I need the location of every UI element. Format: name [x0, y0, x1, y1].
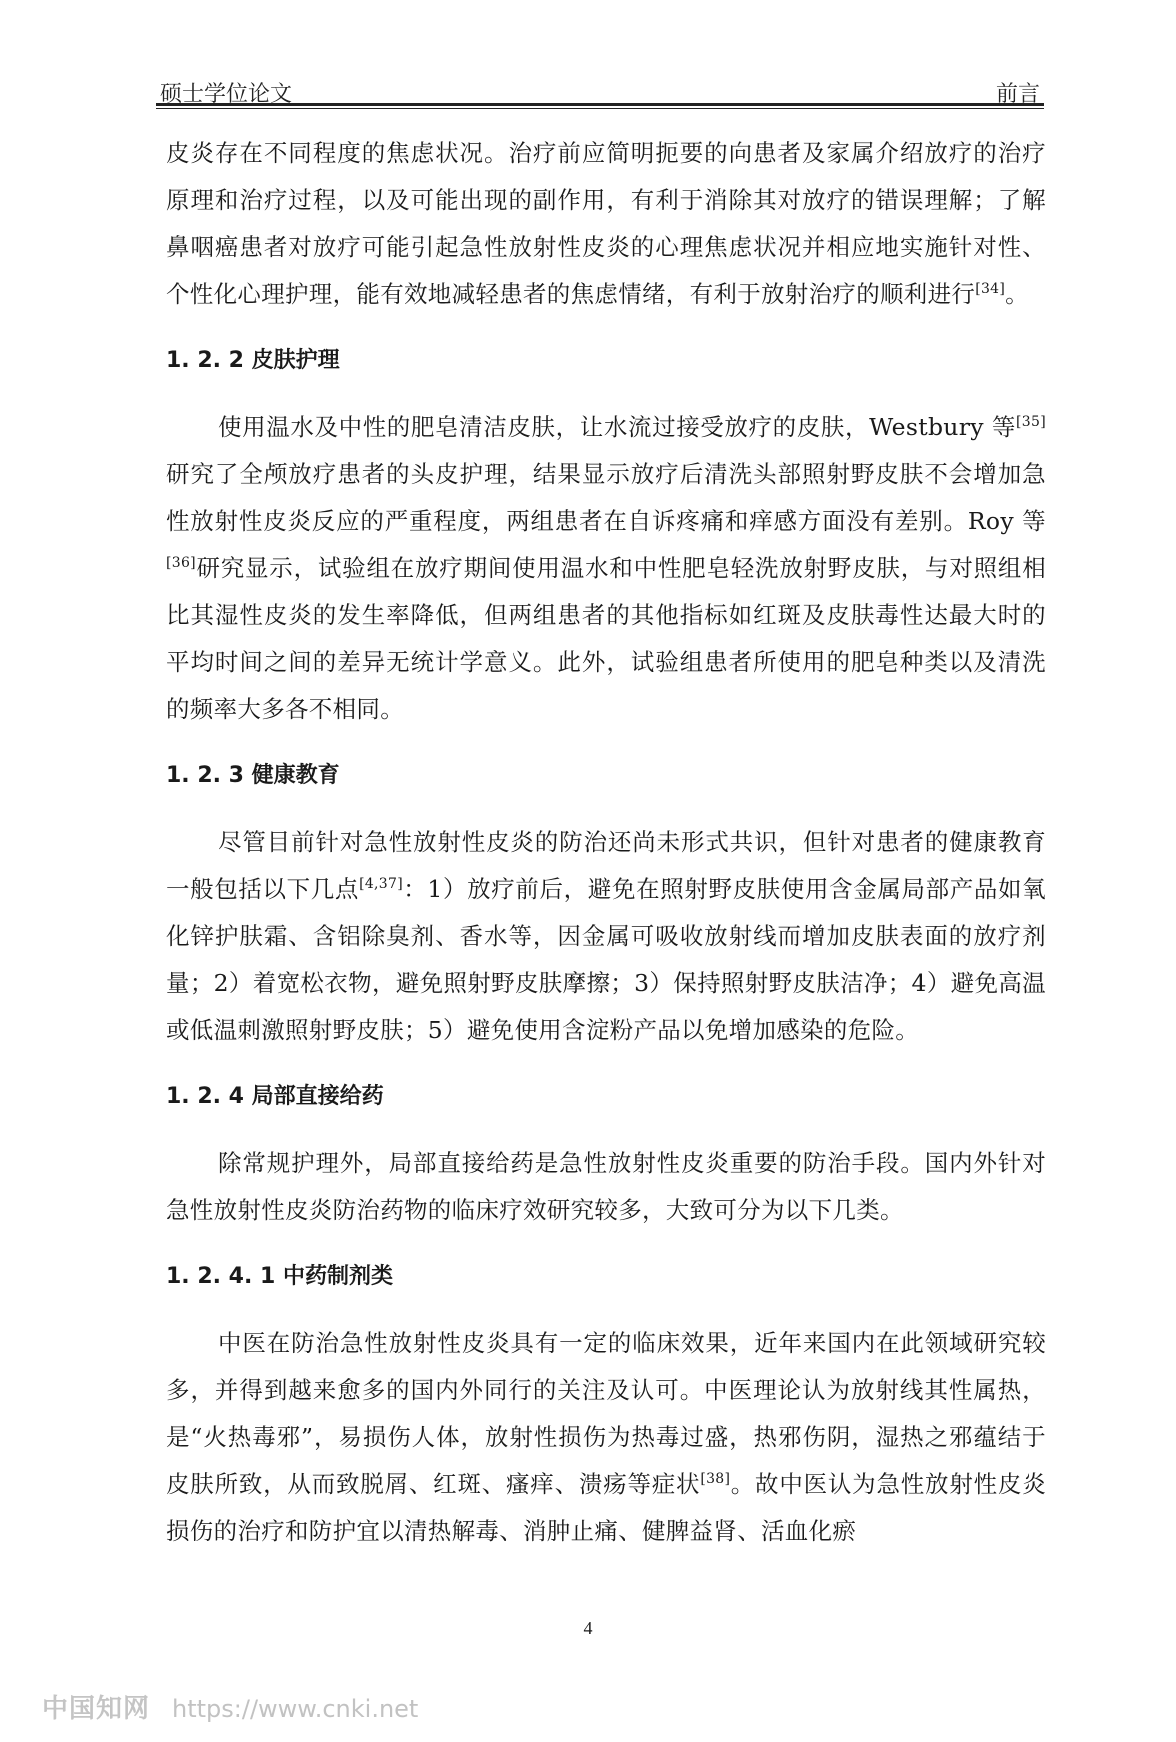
paragraph: [166, 130, 1046, 318]
citation-ref: [34]: [975, 281, 1006, 298]
spacer: [166, 376, 1046, 404]
watermark-brand: 中国知网: [42, 1694, 151, 1724]
body-text: [166, 130, 1046, 1555]
text-run: 。: [1005, 280, 1029, 308]
text-run: 中医在防治急性放射性皮炎具有一定的临床效果，近年来国内在此领域研究较多，并得到越来愈多的国内外同行的关注及认可。中医理论认为放射线其性属热，是“火热毒邪”，易损伤人体，放射性损伤为热毒过盛，热邪伤阴，湿热之邪蕴结于皮肤所致，从而致脱屑、红斑、瘙痒、溃疡等症状: [166, 1329, 1046, 1498]
paragraph: [166, 1320, 1046, 1555]
text-run: ：1）放疗前后，避免在照射野皮肤使用含金属局部产品如氧化锌护肤霜、含铝除臭剂、香水等，因金属可吸收放射线而增加皮肤表面的放疗剂量；2）着宽松衣物，避免照射野皮肤摩擦；3）保持照射野皮肤洁净；4）避免高温或低温刺激照射野皮肤；5）避免使用含淀粉产品以免增加感染的危险。: [166, 875, 1046, 1044]
text-run: 使用温水及中性的肥皂清洁皮肤，让水流过接受放疗的皮肤，Westbury 等: [218, 413, 1017, 441]
section-heading: 1. 2. 3 健康教育: [166, 763, 340, 788]
text-run: 研究显示，试验组在放疗期间使用温水和中性肥皂轻洗放射野皮肤，与对照组相比其湿性皮炎的发生率降低，但两组患者的其他指标如红斑及皮肤毒性达最大时的平均时间之间的差异无统计学意义。此外，试验组患者所使用的肥皂种类以及清洗的频率大多各不相同。: [166, 554, 1046, 723]
text-run: 除常规护理外，局部直接给药是急性放射性皮炎重要的防治手段。国内外针对急性放射性皮炎防治药物的临床疗效研究较多，大致可分为以下几类。: [166, 1149, 1046, 1224]
spacer: [166, 791, 1046, 819]
spacer: [166, 1292, 1046, 1320]
paragraph: [166, 819, 1046, 1054]
header-chapter-title: 前言: [995, 82, 1040, 107]
section-heading: 1. 2. 4. 1 中药制剂类: [166, 1264, 393, 1289]
text-run: 。故中医认为急性放射性皮炎损伤的治疗和防护宜以清热解毒、消肿止痛、健脾益肾、活血化瘀: [166, 1470, 1046, 1545]
page-number: 4: [583, 1618, 593, 1638]
spacer: [166, 318, 1046, 346]
header-thesis-type: 硕士学位论文: [160, 82, 293, 107]
citation-ref: [38]: [700, 1471, 731, 1488]
spacer: [166, 1234, 1046, 1262]
paragraph: [166, 404, 1046, 733]
text-run: 研究了全颅放疗患者的头皮护理，结果显示放疗后清洗头部照射野皮肤不会增加急性放射性皮炎反应的严重程度，两组患者在自诉疼痛和痒感方面没有差别。Roy 等: [166, 460, 1046, 535]
watermark-url: https://www.cnki.net: [172, 1695, 419, 1723]
citation-ref: [36]: [166, 555, 196, 572]
citation-ref: [4,37]: [359, 876, 403, 893]
cnki-watermark: [42, 1688, 418, 1725]
spacer: [166, 733, 1046, 761]
section-heading: 1. 2. 4 局部直接给药: [166, 1084, 384, 1109]
header-rule-thick: [156, 103, 1044, 106]
text-run: 尽管目前针对急性放射性皮炎的防治还尚未形式共识，但针对患者的健康教育一般包括以下几点: [166, 828, 1046, 903]
running-header: [160, 68, 1040, 108]
spacer: [166, 1054, 1046, 1082]
paragraph: [166, 1140, 1046, 1234]
text-run: 皮炎存在不同程度的焦虑状况。治疗前应简明扼要的向患者及家属介绍放疗的治疗原理和治疗过程，以及可能出现的副作用，有利于消除其对放疗的错误理解；了解鼻咽癌患者对放疗可能引起急性放射性皮炎的心理焦虑状况并相应地实施针对性、个性化心理护理，能有效地减轻患者的焦虑情绪，有利于放射治疗的顺利进行: [166, 139, 1046, 308]
spacer: [166, 1112, 1046, 1140]
citation-ref: [35]: [1016, 414, 1046, 431]
header-rule-thin: [156, 108, 1044, 109]
section-heading: 1. 2. 2 皮肤护理: [166, 348, 340, 373]
